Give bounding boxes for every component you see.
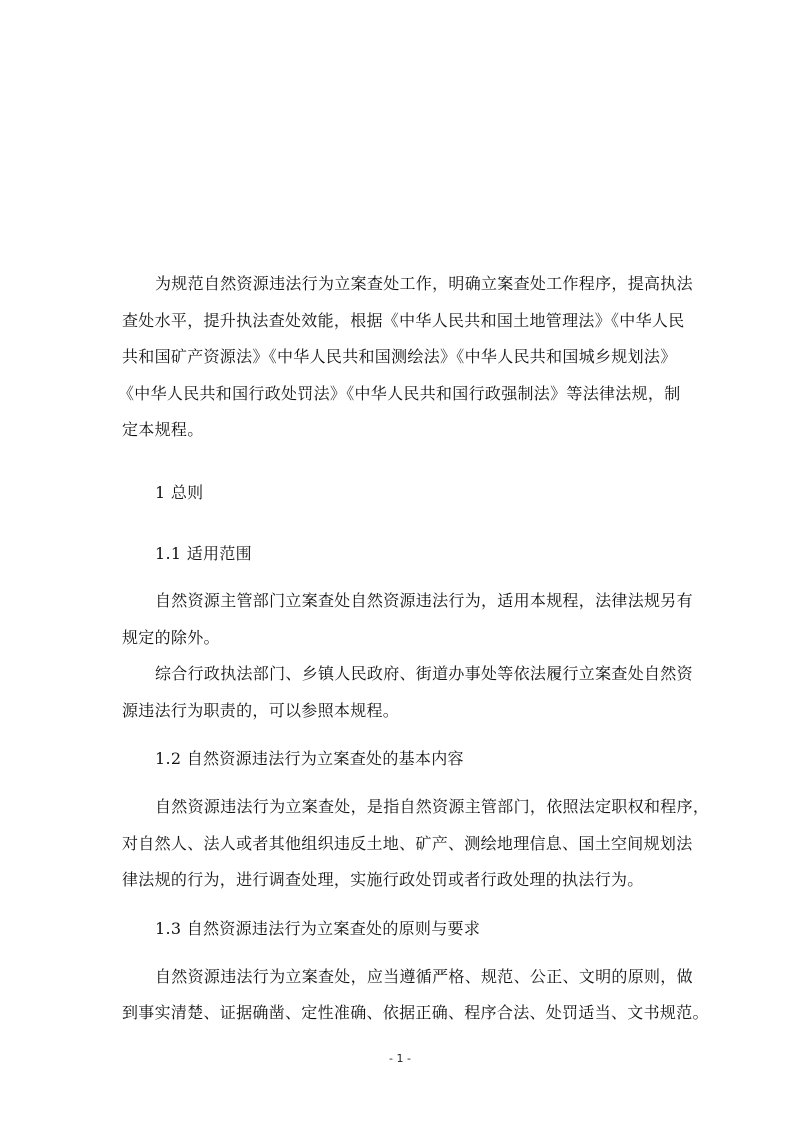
- intro-line-3: 共和国矿产资源法》《中华人民共和国测绘法》《中华人民共和国城乡规划法》: [122, 347, 677, 366]
- section-1-1-para1-line-1: 自然资源主管部门立案查处自然资源违法行为，适用本规程，法律法规另有: [155, 591, 693, 610]
- section-1-1-para2-line-1: 综合行政执法部门、乡镇人民政府、街道办事处等依法履行立案查处自然资: [155, 664, 693, 683]
- section-1-2-para-line-2: 对自然人、法人或者其他组织违反土地、矿产、测绘地理信息、国土空间规划法: [122, 834, 693, 853]
- section-heading-1: 1 总则: [155, 483, 204, 502]
- section-heading-1-3: 1.3 自然资源违法行为立案查处的原则与要求: [155, 919, 481, 938]
- intro-line-1: 为规范自然资源违法行为立案查处工作，明确立案查处工作程序，提高执法: [155, 274, 693, 293]
- section-heading-1-2: 1.2 自然资源违法行为立案查处的基本内容: [155, 749, 464, 768]
- intro-line-2: 查处水平，提升执法查处效能，根据《中华人民共和国土地管理法》《中华人民: [122, 311, 685, 330]
- section-1-1-para1-line-2: 规定的除外。: [122, 628, 220, 647]
- section-1-2-para-line-1: 自然资源违法行为立案查处，是指自然资源主管部门，依照法定职权和程序，: [155, 797, 710, 816]
- section-1-2-para-line-3: 律法规的行为，进行调查处理，实施行政处罚或者行政处理的执法行为。: [122, 870, 644, 889]
- section-1-3-para-line-1: 自然资源违法行为立案查处，应当遵循严格、规范、公正、文明的原则，做: [155, 967, 693, 986]
- section-1-1-para2-line-2: 源违法行为职责的，可以参照本规程。: [122, 701, 400, 720]
- intro-line-4: 《中华人民共和国行政处罚法》《中华人民共和国行政强制法》等法律法规，制: [118, 384, 681, 403]
- section-heading-1-1: 1.1 适用范围: [155, 544, 252, 563]
- intro-line-5: 定本规程。: [122, 420, 204, 439]
- section-1-3-para-line-2: 到事实清楚、证据确凿、定性准确、依据正确、程序合法、处罚适当、文书规范。: [122, 1003, 709, 1022]
- page-number: - 1 -: [389, 1052, 411, 1065]
